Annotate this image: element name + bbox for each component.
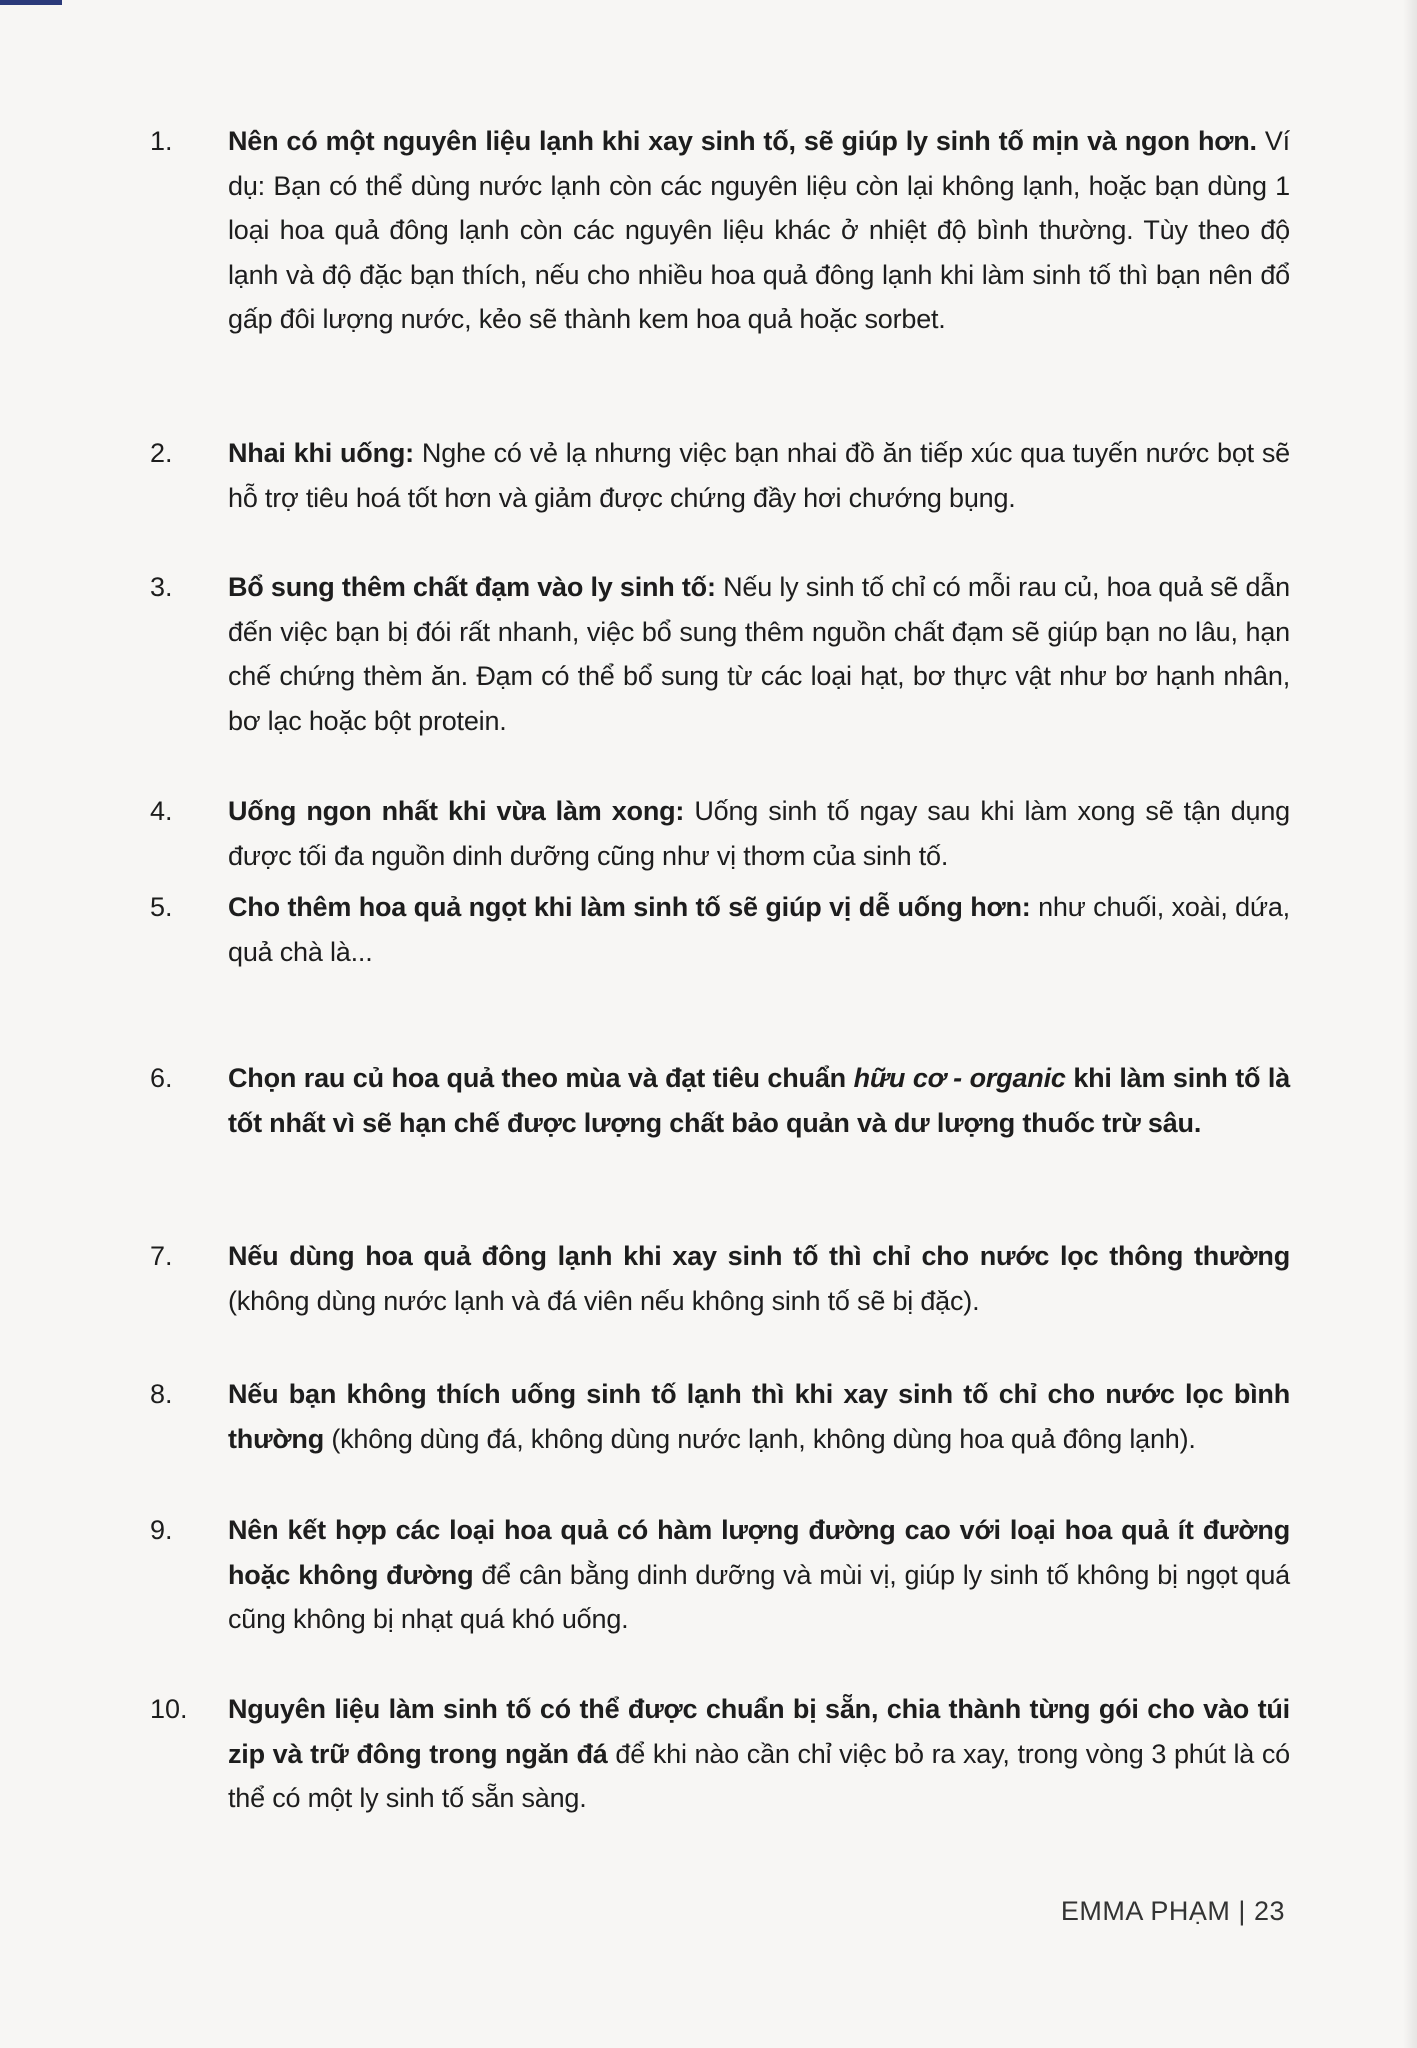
page-binding-shadow bbox=[1403, 0, 1417, 2048]
item-number: 7. bbox=[150, 1241, 173, 1271]
item-text bbox=[228, 789, 1290, 878]
tip-item-9 bbox=[150, 1508, 1290, 1642]
item-italic-term: hữu cơ - organic bbox=[853, 1063, 1066, 1093]
tip-item-7 bbox=[150, 1234, 1290, 1323]
item-number: 6. bbox=[150, 1063, 173, 1093]
item-text bbox=[228, 1056, 1290, 1145]
item-heading: Nếu bạn không thích uống sinh tố lạnh thì khi xay sinh tố chỉ cho nước lọc bình thường bbox=[228, 1379, 1290, 1454]
tip-item-4 bbox=[150, 789, 1290, 878]
item-heading: Cho thêm hoa quả ngọt khi làm sinh tố sẽ giúp vị dễ uống hơn: bbox=[228, 892, 1031, 922]
footer-separator: | bbox=[1238, 1896, 1246, 1926]
item-text bbox=[228, 1508, 1290, 1642]
item-body: Nghe có vẻ lạ nhưng việc bạn nhai đồ ăn tiếp xúc qua tuyến nước bọt sẽ hỗ trợ tiêu hoá tốt hơn và giảm được chứng đầy hơi chướng bụng. bbox=[228, 438, 1291, 513]
page-footer bbox=[1061, 1896, 1285, 1927]
item-number: 8. bbox=[150, 1379, 173, 1409]
item-body: Nếu ly sinh tố chỉ có mỗi rau củ, hoa quả sẽ dẫn đến việc bạn bị đói rất nhanh, việc bổ sung thêm nguồn chất đạm sẽ giúp bạn no lâu, hạn chế chứng thèm ăn. Đạm có thể bổ sung từ các loại hạt, bơ thực vật như bơ hạnh nhân, bơ lạc hoặc bột protein. bbox=[228, 572, 1290, 736]
item-body: để khi nào cần chỉ việc bỏ ra xay, trong vòng 3 phút là có thể có một ly sinh tố sẵn sàng. bbox=[228, 1738, 1290, 1813]
item-heading: Nếu dùng hoa quả đông lạnh khi xay sinh tố thì chỉ cho nước lọc thông thường bbox=[228, 1241, 1290, 1271]
item-heading-continued: khi làm sinh tố là tốt nhất vì sẽ hạn chế được lượng chất bảo quản và dư lượng thuốc trừ sâu. bbox=[228, 1063, 1291, 1138]
page-number: 23 bbox=[1253, 1896, 1285, 1926]
item-number: 4. bbox=[150, 796, 173, 826]
item-body: (không dùng đá, không dùng nước lạnh, không dùng hoa quả đông lạnh). bbox=[324, 1423, 1196, 1454]
item-body: như chuối, xoài, dứa, quả chà là... bbox=[228, 892, 1290, 967]
item-heading: Nên có một nguyên liệu lạnh khi xay sinh tố, sẽ giúp ly sinh tố mịn và ngon hơn. bbox=[228, 126, 1257, 156]
item-text bbox=[228, 565, 1290, 743]
item-heading: Nguyên liệu làm sinh tố có thể được chuẩn bị sẵn, chia thành từng gói cho vào túi zip và trữ đông trong ngăn đá bbox=[228, 1694, 1290, 1769]
item-body: (không dùng nước lạnh và đá viên nếu không sinh tố sẽ bị đặc). bbox=[228, 1285, 980, 1316]
item-text bbox=[228, 1372, 1290, 1461]
item-body: Uống sinh tố ngay sau khi làm xong sẽ tận dụng được tối đa nguồn dinh dưỡng cũng như vị thơm của sinh tố. bbox=[228, 796, 1291, 871]
tip-item-6 bbox=[150, 1056, 1290, 1145]
item-heading: Nên kết hợp các loại hoa quả có hàm lượng đường cao với loại hoa quả ít đường hoặc không đường bbox=[228, 1515, 1290, 1590]
item-body: để cân bằng dinh dưỡng và mùi vị, giúp ly sinh tố không bị ngọt quá cũng không bị nhạt quá khó uống. bbox=[228, 1559, 1290, 1634]
tip-item-10 bbox=[150, 1687, 1290, 1821]
item-number: 9. bbox=[150, 1515, 173, 1545]
item-text bbox=[228, 1687, 1290, 1821]
footer-author: EMMA PHẠM bbox=[1060, 1896, 1231, 1926]
item-heading: Chọn rau củ hoa quả theo mùa và đạt tiêu chuẩn bbox=[228, 1063, 854, 1093]
item-heading: Uống ngon nhất khi vừa làm xong: bbox=[228, 796, 685, 826]
item-text bbox=[228, 885, 1290, 974]
tip-item-3 bbox=[150, 565, 1290, 743]
item-heading: Bổ sung thêm chất đạm vào ly sinh tố: bbox=[228, 572, 716, 602]
tip-item-2 bbox=[150, 431, 1290, 520]
tip-item-5 bbox=[150, 885, 1290, 974]
tip-item-1 bbox=[150, 119, 1290, 342]
item-number: 3. bbox=[150, 572, 173, 602]
item-number: 1. bbox=[150, 126, 173, 156]
item-text bbox=[228, 1234, 1290, 1323]
item-body: Ví dụ: Bạn có thể dùng nước lạnh còn các nguyên liệu còn lại không lạnh, hoặc bạn dùng 1 loại hoa quả đông lạnh còn các nguyên liệu khác ở nhiệt độ bình thường. Tùy theo độ lạnh và độ đặc bạn thích, nếu cho nhiều hoa quả đông lạnh khi làm sinh tố thì bạn nên đổ gấp đôi lượng nước, kẻo sẽ thành kem hoa quả hoặc sorbet. bbox=[228, 126, 1290, 334]
tip-item-8 bbox=[150, 1372, 1290, 1461]
item-text bbox=[228, 119, 1290, 342]
item-heading: Nhai khi uống: bbox=[228, 438, 414, 468]
page-edge-mark bbox=[0, 0, 62, 5]
item-number: 5. bbox=[150, 892, 173, 922]
item-number: 10. bbox=[150, 1694, 188, 1724]
item-text bbox=[228, 431, 1290, 520]
item-number: 2. bbox=[150, 438, 173, 468]
